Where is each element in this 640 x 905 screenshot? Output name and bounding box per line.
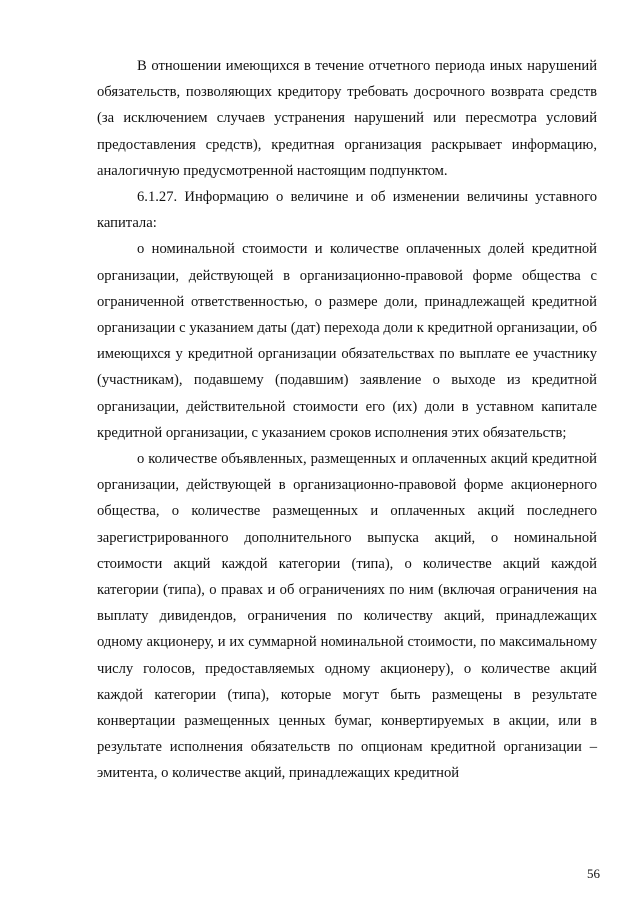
page-number: 56	[587, 866, 600, 881]
paragraph-llc-shares: о номинальной стоимости и количестве оплаченных долей кредитной организации, действующей в организационно-правовой форме общества с ограниченной ответственностью, о размере доли, принадлежащей кредитной организации с указанием даты (дат) перехода доли к кредитной организации, об имеющихся у кредитной организации обязательствах по выплате ее участнику (участникам), подавшему (подавшим) заявление о выходе из кредитной организации, действительной стоимости его (их) доли в уставном капитале кредитной организации, с указанием сроков исполнения этих обязательств;	[97, 241, 597, 441]
paragraph-joint-stock-shares: о количестве объявленных, размещенных и оплаченных акций кредитной организации, действующей в организационно-правовой форме акционерного общества, о количестве размещенных и оплаченных акций последнего зарегистрированного дополнительного выпуска акций, о номинальной стоимости акций каждой категории (типа), о количестве акций каждой категории (типа), о правах и об ограничениях по ним (включая ограничения на выплату дивидендов, ограничения по количеству акций, принадлежащих одному акционеру, и их суммарной номинальной стоимости, по максимальному числу голосов, предоставляемых одному акционеру), о количестве акций каждой категории (типа), которые могут быть размещены в результате конвертации размещенных ценных бумаг, конвертируемых в акции, или в результате исполнения обязательств по опционам кредитной организации – эмитента, о количестве акций, принадлежащих кредитной	[97, 451, 597, 782]
paragraph-breach-disclosure: В отношении имеющихся в течение отчетного периода иных нарушений обязательств, позволяющих кредитору требовать досрочного возврата средств (за исключением случаев устранения нарушений или пересмотра условий предоставления средств), кредитная организация раскрывает информацию, аналогичную предусмотренной настоящим подпунктом.	[97, 58, 597, 179]
paragraph-section-6-1-27-heading: 6.1.27. Информацию о величине и об изменении величины уставного капитала:	[97, 189, 597, 232]
body-text	[97, 53, 597, 787]
